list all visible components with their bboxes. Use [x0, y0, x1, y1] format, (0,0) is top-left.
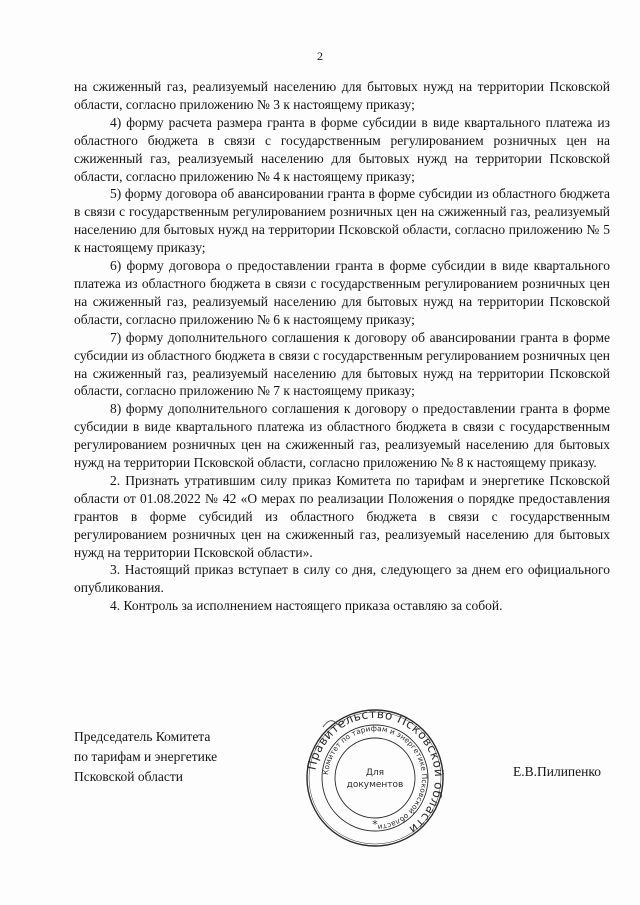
seal-inner-ring — [335, 738, 415, 818]
document-body — [74, 78, 610, 615]
seal-center-line: документов — [346, 780, 404, 790]
official-seal — [305, 708, 445, 848]
paragraph-item-8: 8) форму дополнительного соглашения к договору о предоставлении гранта в форме субсидии в виде квартального платежа из областного бюджета в связи с государственным регулированием розничных цен на сжиженный газ, реализуемый населению для бытовых нужд на территории Псковской области, согласно приложению № 8 к настоящему приказу. — [74, 401, 610, 471]
seal-outer-text: Правительство Псковской области — [304, 706, 447, 837]
paragraph-clause-4: 4. Контроль за исполнением настоящего приказа оставляю за собой. — [110, 598, 503, 614]
signatory-position-line: Псковской области — [74, 769, 184, 784]
paragraph-item-5: 5) форму договора об авансировании гранта в форме субсидии из областного бюджета в связи с государственным регулированием розничных цен на сжиженный газ, реализуемый населению для бытовых нужд на территории Псковской области, согласно приложению № 5 к настоящему приказу; — [74, 186, 610, 256]
signatory-position — [74, 727, 284, 787]
seal-inner-text: Комитет по тарифам и энергетике Псковской области — [321, 723, 430, 832]
signatory-name: Е.В.Пилипенко — [513, 764, 602, 779]
paragraph-item-7: 7) форму дополнительного соглашения к договору об авансировании гранта в форме субсидии из областного бюджета в связи с государственным регулированием розничных цен на сжиженный газ, реализуемый населению для бытовых нужд на территории Псковской области, согласно приложению № 7 к настоящему приказу; — [74, 329, 610, 399]
paragraph-clause-2: 2. Признать утратившим силу приказ Комитета по тарифам и энергетике Псковской области от 01.08.2022 № 42 «О мерах по реализации Положения о порядке предоставления грантов в форме субсидий из областного бюджета в связи с государственным регулированием розничных цен на сжиженный газ, реализуемый населению для бытовых нужд на территории Псковской области». — [74, 472, 610, 560]
signatory-position-line: Председатель Комитета — [74, 729, 211, 744]
paragraph-clause-3: 3. Настоящий приказ вступает в силу со дня, следующего за днем его официального опубликования. — [74, 562, 610, 596]
signatory-position-line: по тарифам и энергетике — [74, 749, 218, 764]
seal-center-line: Для — [365, 768, 385, 778]
paragraph-item-4: 4) форму расчета размера гранта в форме субсидии в виде квартального платежа из областного бюджета в связи с государственным регулированием розничных цен на сжиженный газ, реализуемый населению для бытовых нужд на территории Псковской области, согласно приложению № 4 к настоящему приказу; — [74, 114, 610, 184]
paragraph-item-6: 6) форму договора о предоставлении гранта в форме субсидии в виде квартального платежа из областного бюджета в связи с государственным регулированием розничных цен на сжиженный газ, реализуемый населению для бытовых нужд на территории Псковской области, согласно приложению № 6 к настоящему приказу; — [74, 258, 610, 327]
page-number: 2 — [317, 49, 323, 63]
paragraph-continuation: на сжиженный газ, реализуемый населению для бытовых нужд на территории Псковской области, согласно приложению № 3 к настоящему приказу; — [74, 79, 610, 112]
seal-star: * — [372, 818, 378, 831]
